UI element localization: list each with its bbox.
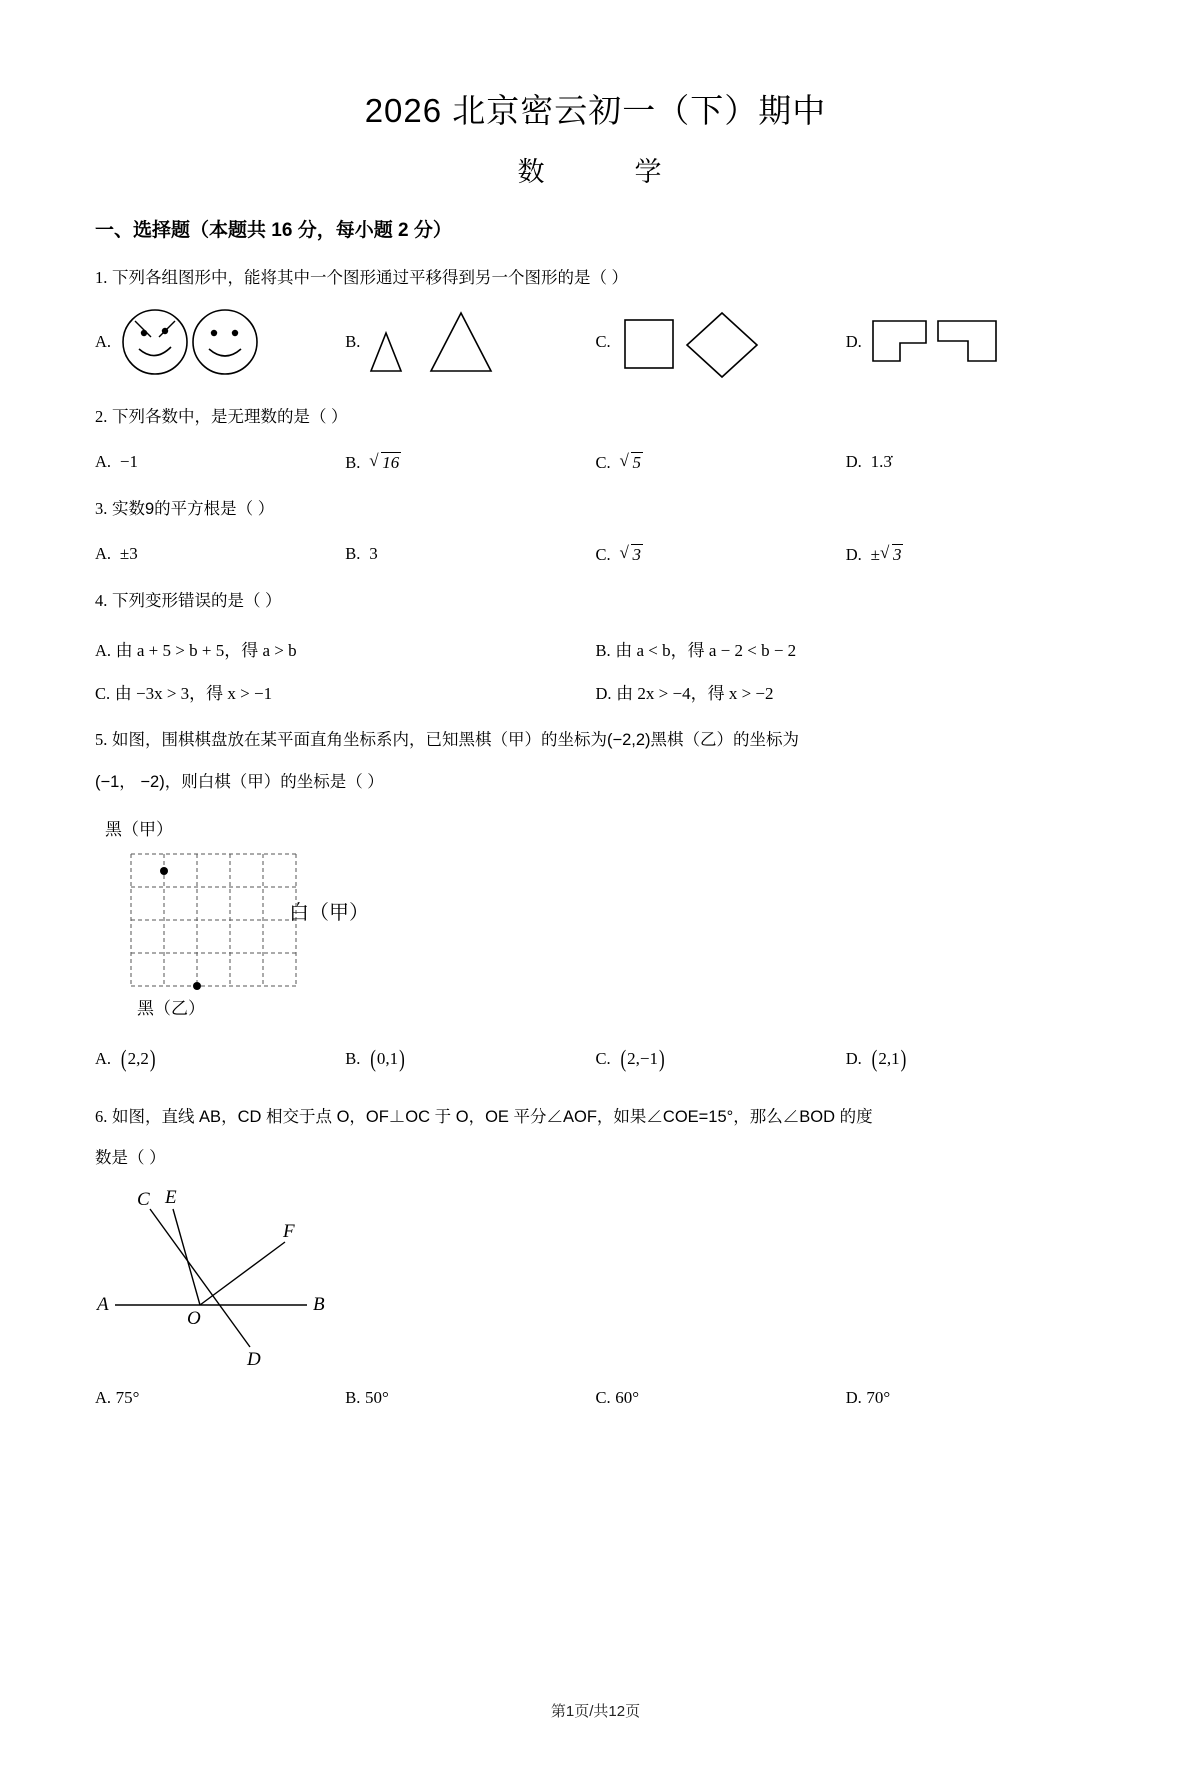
intersecting-lines-svg: [95, 1187, 435, 1372]
label-black-yi: 黑（乙）: [137, 999, 205, 1019]
question-2-stem: [95, 403, 1096, 432]
option-a-value: −1: [115, 451, 138, 471]
option-a-label: A.: [95, 543, 112, 563]
option-a[interactable]: [95, 303, 345, 381]
question-2-options: [95, 452, 1096, 473]
option-c-value: √ 3: [615, 545, 643, 564]
question-5-figure: [95, 815, 1096, 1019]
question-6-figure: [95, 1187, 1096, 1372]
option-b[interactable]: [345, 1388, 595, 1408]
question-1-stem: [95, 264, 1096, 293]
option-d-value: 70°: [866, 1388, 891, 1407]
question-2-number: 2.: [95, 406, 108, 426]
option-a-value: 由 a + 5 > b + 5，得 a > b: [115, 640, 297, 660]
option-c[interactable]: [595, 1044, 846, 1073]
option-b[interactable]: [345, 1044, 595, 1073]
question-5-stem-line2: [95, 768, 1096, 797]
svg-text:F: F: [283, 1221, 295, 1242]
option-a[interactable]: [95, 636, 596, 661]
option-d-value: 由 2x > −4，得 x > −2: [616, 683, 774, 703]
option-a[interactable]: [95, 1388, 345, 1408]
option-d-label: D.: [845, 1049, 862, 1069]
option-d-label: D.: [845, 451, 862, 471]
question-5-number: 5.: [95, 729, 108, 749]
option-c[interactable]: [596, 452, 846, 473]
option-a-label: A.: [95, 640, 112, 660]
option-d[interactable]: [846, 1388, 1096, 1408]
label-black-jia: 黑（甲）: [105, 820, 173, 840]
question-6-number: 6.: [95, 1107, 108, 1127]
question-4-text: 下列变形错误的是（ ）: [111, 591, 282, 610]
option-c-value: 由 −3x > 3，得 x > −1: [114, 683, 273, 703]
option-d[interactable]: [846, 544, 1096, 565]
option-b-value: 由 a < b，得 a − 2 < b − 2: [615, 640, 797, 660]
question-1-text: 下列各组图形中，能将其中一个图形通过平移得到另一个图形的是（ ）: [111, 269, 629, 287]
option-d-value: 1.3̇: [866, 451, 892, 471]
option-b[interactable]: [345, 452, 595, 473]
square-and-diamond-icon: [617, 303, 767, 381]
option-d-label: D.: [845, 331, 862, 351]
option-c-label: C.: [595, 1049, 611, 1069]
question-4-options-row2: [95, 679, 1096, 704]
two-faces-icon: [117, 303, 262, 381]
svg-text:C: C: [137, 1189, 150, 1210]
svg-text:A: A: [97, 1294, 109, 1315]
option-a-label: A.: [95, 1049, 112, 1069]
stone-black-jia: [160, 867, 168, 875]
document-page: [0, 85, 1191, 1769]
option-b-label: B.: [345, 1049, 361, 1069]
page-footer: 第1页/共12页: [550, 1703, 641, 1720]
option-d[interactable]: [845, 1044, 1096, 1073]
option-b-value: (0,1): [370, 1044, 405, 1073]
svg-text:D: D: [247, 1349, 261, 1370]
option-d[interactable]: [596, 679, 1097, 704]
option-c[interactable]: [95, 679, 596, 704]
question-5-text-1: 如图，围棋棋盘放在某平面直角坐标系内，已知黑棋（甲）的坐标为(−2,2)黑棋（乙）的坐标为: [111, 730, 800, 749]
option-c-value: √ 5: [615, 453, 643, 472]
option-c-label: C.: [95, 683, 111, 703]
option-c-label: C.: [595, 544, 611, 564]
option-a-label: A.: [95, 331, 112, 351]
option-a-value: 75°: [115, 1388, 140, 1407]
option-a-value: ±3: [115, 543, 138, 563]
page-title: 2026 北京密云初一（下）期中: [364, 92, 827, 129]
question-5-stem-line1: [95, 726, 1096, 755]
option-d-value: (2,1): [871, 1044, 907, 1073]
option-d-label: D.: [595, 683, 612, 703]
option-c[interactable]: [596, 1388, 846, 1408]
option-c[interactable]: [596, 303, 846, 381]
question-3-text: 实数9的平方根是（ ）: [111, 499, 275, 518]
svg-text:B: B: [313, 1294, 325, 1315]
option-b-label: B.: [345, 1388, 361, 1407]
svg-text:O: O: [187, 1308, 201, 1329]
question-6-options: [95, 1388, 1096, 1408]
option-b-label: B.: [345, 543, 361, 563]
question-6-text-2: 数是（ ）: [95, 1149, 166, 1168]
question-5-text-2: (−1， −2)，则白棋（甲）的坐标是（ ）: [95, 773, 384, 792]
option-d-label: D.: [845, 544, 862, 564]
question-1-options: [95, 303, 1096, 381]
option-b[interactable]: [345, 544, 595, 565]
option-b[interactable]: [345, 303, 595, 381]
question-3-number: 3.: [95, 498, 108, 518]
option-c-value: 60°: [615, 1388, 640, 1407]
option-b-label: B.: [345, 331, 361, 351]
option-b-value: 3: [364, 543, 378, 563]
option-c-value: (2,−1): [620, 1044, 665, 1073]
option-c[interactable]: [596, 544, 846, 565]
option-a[interactable]: [95, 452, 345, 473]
option-b-value: 50°: [364, 1388, 389, 1407]
svg-text:E: E: [165, 1187, 177, 1208]
option-a-label: A.: [95, 451, 112, 471]
option-c-label: C.: [595, 1388, 611, 1407]
option-a[interactable]: [95, 1044, 345, 1073]
option-c-label: C.: [595, 452, 611, 472]
option-a-value: (2,2): [120, 1044, 156, 1073]
label-white-jia: 白（甲）: [289, 902, 369, 925]
document-content: [95, 215, 1096, 1408]
option-b-value: √ 16: [365, 453, 401, 472]
option-d-label: D.: [845, 1388, 862, 1407]
option-d[interactable]: [846, 303, 1096, 381]
question-6-stem-line2: [95, 1144, 1096, 1173]
option-a[interactable]: [95, 544, 345, 565]
option-b-label: B.: [345, 452, 361, 472]
question-6-text-1: 如图，直线 AB，CD 相交于点 O，OF⊥OC 于 O，OE 平分∠AOF，如果∠COE=15°，那么∠BOD 的度: [111, 1108, 873, 1127]
two-step-shapes-icon: [868, 303, 1018, 381]
two-triangles-icon: [366, 303, 516, 381]
stone-black-yi: [193, 982, 201, 990]
question-2-text: 下列各数中，是无理数的是（ ）: [111, 407, 348, 426]
question-3-options: [95, 544, 1096, 565]
option-d[interactable]: [846, 452, 1096, 473]
question-6-stem-line1: [95, 1103, 1096, 1132]
question-3-stem: [95, 495, 1096, 524]
option-b[interactable]: [596, 636, 1097, 661]
question-4-stem: [95, 587, 1096, 616]
option-b-label: B.: [595, 640, 611, 660]
section-heading: 一、选择题（本题共 16 分，每小题 2 分）: [95, 220, 452, 241]
option-a-label: A.: [95, 1388, 112, 1407]
question-5-options: [95, 1044, 1096, 1073]
question-4-options-row1: [95, 636, 1096, 661]
question-4-number: 4.: [95, 590, 108, 610]
option-d-value: ± √ 3: [866, 545, 903, 564]
option-c-label: C.: [595, 331, 611, 351]
go-board-svg: [111, 844, 531, 1004]
page-subtitle: 数 学: [517, 157, 674, 187]
question-1-number: 1.: [95, 268, 108, 287]
